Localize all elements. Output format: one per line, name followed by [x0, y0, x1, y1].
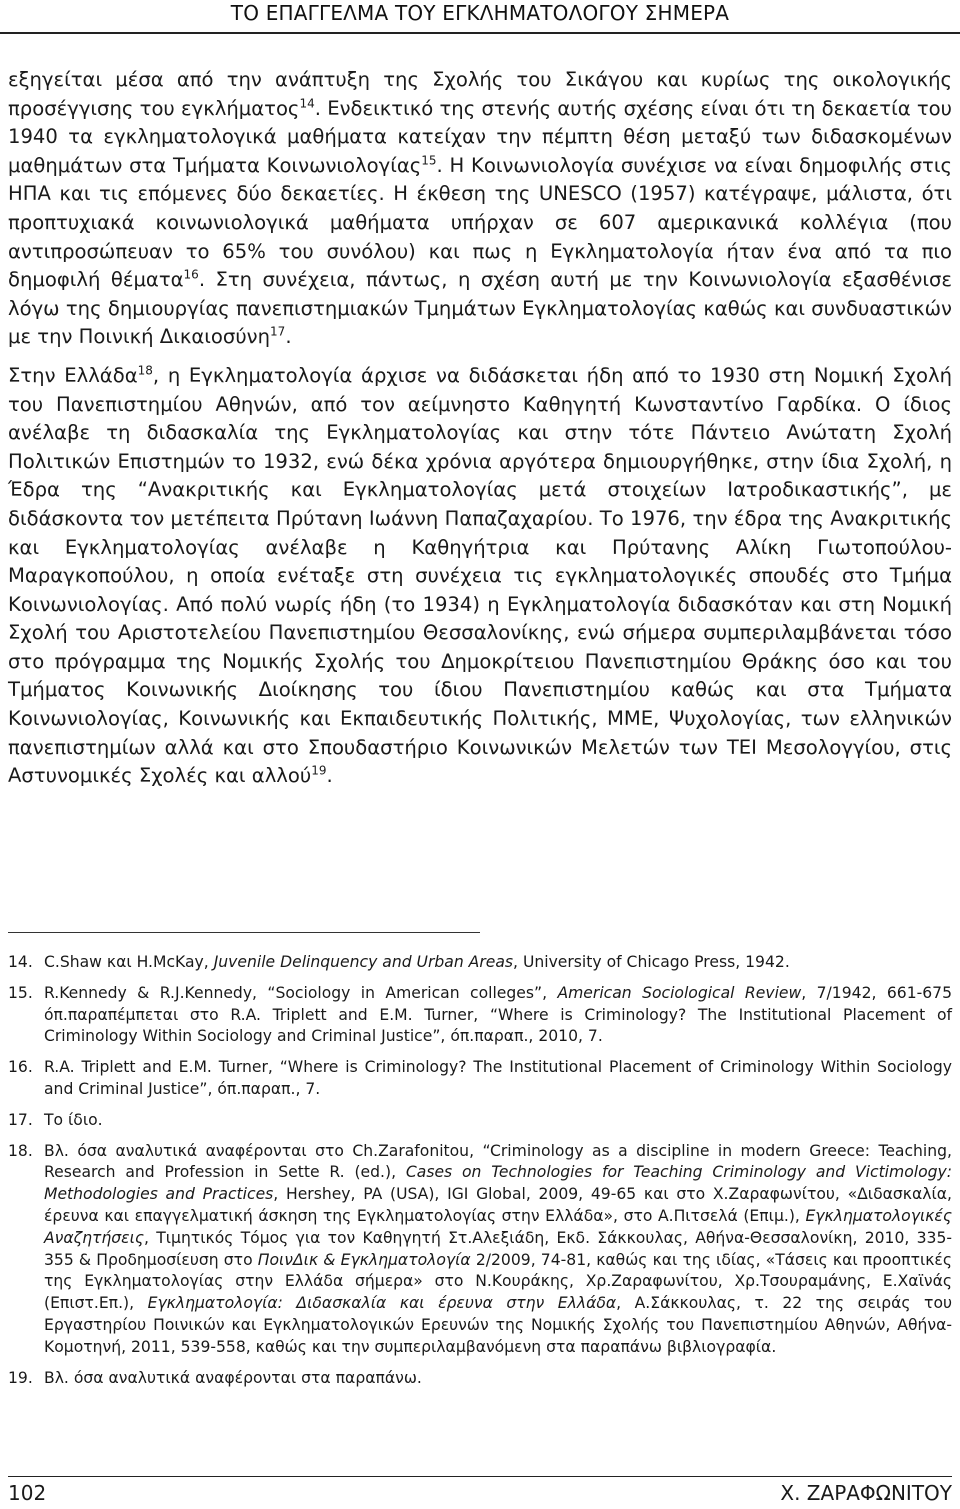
text-run: C.Shaw και H.McKay, — [44, 953, 214, 971]
main-text — [8, 66, 952, 791]
footnote-text — [44, 952, 952, 974]
footnote-ref-17[interactable]: 17 — [270, 324, 286, 339]
footnote-ref-16[interactable]: 16 — [183, 267, 199, 282]
footnote-number: 17. — [8, 1110, 33, 1129]
text-run: , University of Chicago Press, 1942. — [513, 953, 790, 971]
italic-title: ΠοινΔικ & Εγκληματολογία — [257, 1250, 471, 1269]
running-header-title: ΤΟ ΕΠΑΓΓΕΛΜΑ ΤΟΥ ΕΓΚΛΗΜΑΤΟΛΟΓΟΥ ΣΗΜΕΡΑ — [230, 1, 730, 25]
footnote-number: 16. — [8, 1058, 33, 1077]
italic-title: American Sociological Review — [557, 983, 802, 1002]
footnote-number: 19. — [8, 1368, 33, 1387]
footnote-19 — [8, 1368, 952, 1390]
page-number: 102 — [8, 1481, 47, 1505]
text-run: , Α.Σάκκουλας, τ. 22 της σειράς του Εργαστηρίου Ποινικών και Εγκληματολογικών Ερευνών της Νομικής Σχολής του Πανεπιστημίου Αθηνών, Αθήνα-Κομοτηνή, 2011, 539-558, καθώς και την συμπεριλαμβανόμενη στα παραπάνω βιβλιογραφία. — [44, 1294, 953, 1356]
footnote-14 — [8, 952, 952, 974]
text-run: Βλ. όσα αναλυτικά αναφέρονται στο Ch.Zarafonitou, “Criminology as a discipline in modern Greece: Teaching, Research and Profession in Sette R. (ed.), — [44, 1141, 952, 1182]
footnote-16 — [8, 1057, 952, 1101]
text-run: , 7/1942, 661-675 όπ.παραπέμπεται στο R.A. Triplett and E.M. Turner, “Where is Criminology? The Institutional Placement of Criminology Within Sociology and Criminal Justice”, όπ.παραπ., 2010, 7. — [44, 983, 953, 1046]
footnote-number: 14. — [8, 953, 33, 971]
footnote-text — [44, 1141, 952, 1359]
footnotes — [8, 952, 952, 1398]
footnote-15 — [8, 983, 952, 1048]
footnote-ref-18[interactable]: 18 — [137, 363, 153, 378]
text-run: Στην Ελλάδα — [8, 363, 138, 387]
text-run: 2/2009, 74-81, καθώς και της ιδίας, «Τάσεις και προοπτικές της Εγκληματολογίας στην Ελλάδα σήμερα» στο Ν.Κουράκης, Χρ.Ζαραφωνίτου, Χρ.Τσουραμάνης, Ε.Χαϊνάς (Επιστ.Επ.), — [44, 1250, 953, 1313]
italic-title: Cases on Technologies for Teaching Criminology and Victimology: Methodologies and Practices — [44, 1163, 952, 1204]
paragraph-1 — [8, 66, 952, 352]
text-run: , Hershey, PA (USA), IGI Global, 2009, 49-65 και στο Χ.Ζαραφωνίτου, «Διδασκαλία, έρευνα και επαγγελματική άσκηση της Εγκληματολογίας στην Ελλάδα», στο Α.Πιτσελά (Επιμ.), — [44, 1185, 953, 1225]
header-rule — [0, 32, 960, 34]
footnote-ref-15[interactable]: 15 — [421, 153, 437, 168]
footnote-18 — [8, 1141, 952, 1359]
footer-rule — [8, 1476, 952, 1477]
footnote-number: 18. — [8, 1141, 33, 1160]
footnote-text — [44, 983, 952, 1048]
text-run: . — [285, 325, 292, 349]
running-header — [0, 0, 960, 28]
footnote-ref-19[interactable]: 19 — [311, 763, 327, 778]
page-footer — [8, 1476, 952, 1504]
text-run: . — [326, 764, 333, 788]
footnote-text: Το ίδιο. — [44, 1110, 103, 1129]
footnote-17 — [8, 1110, 952, 1132]
text-run: . Η Κοινωνιολογία συνέχισε να είναι δημοφιλής στις ΗΠΑ και τις επόμενες δύο δεκαετίες. Η έκθεση της UNESCO (1957) κατέγραψε, μάλιστα, ότι προπτυχιακά κοινωνιολογικά μαθήματα υπήρχαν σε 607 αμερικανικά κολλέγια (που αντιπροσώπευαν το 65% του συνόλου) και πως η Εγκληματολογία ήταν ένα από τα πιο δημοφιλή θέματα — [8, 153, 952, 292]
italic-title: Εγκληματολογικές Αναζητήσεις — [44, 1206, 952, 1247]
footnote-separator — [8, 932, 480, 933]
text-run: , η Εγκληματολογία άρχισε να διδάσκεται ήδη από το 1930 στη Νομική Σχολή του Πανεπιστημίου Αθηνών, από τον αείμνηστο Καθηγητή Κωνσταντίνο Γαρδίκα. Ο ίδιος ανέλαβε τη διδασκαλία της Εγκληματολογίας και στην τότε Πάντειο Ανώτατη Σχολή Πολιτικών Επιστημών το 1932, ενώ δέκα χρόνια αργότερα δημιουργήθηκε, στην ίδια Σχολή, η Έδρα της “Ανακριτικής και Εγκληματολογίας μετά στοιχείων Ιατροδικαστικής”, με διδάσκοντα τον μετέπειτα Πρύτανη Ιωάννη Παπαζαχαρίου. Το 1976, την έδρα της Ανακριτικής και Εγκληματολογίας ανέλαβε η Καθηγήτρια και Πρύτανης Αλίκη Γιωτοπούλου-Μαραγκοπούλου, η οποία ενέταξε στη συνέχεια τις εγκληματολογικές σπουδές στο Τμήμα Κοινωνιολογίας. Από πολύ νωρίς ήδη (το 1934) η Εγκληματολογία διδασκόταν και στη Νομική Σχολή του Αριστοτελείου Πανεπιστημίου Θεσσαλονίκης, ενώ σήμερα συμπεριλαμβάνεται τόσο στο πρόγραμμα της Νομικής Σχολής του Δημοκρίτειου Πανεπιστημίου Θράκης όσο και του Τμήματος Κοινωνικής Διοίκησης του ίδιου Πανεπιστημίου καθώς και στα Τμήματα Κοινωνιολογίας, Κοινωνικής και Εκπαιδευτικής Πολιτικής, ΜΜΕ, Ψυχολογίας, των ελληνικών πανεπιστημίων αλλά και στο Σπουδαστήριο Κοινωνικών Μελετών των ΤΕΙ Μεσολογγίου, στις Αστυνομικές Σχολές και αλλού — [8, 363, 952, 788]
italic-title: Juvenile Delinquency and Urban Areas — [213, 953, 514, 971]
paragraph-2 — [8, 362, 952, 791]
footnote-number: 15. — [8, 983, 33, 1002]
footnote-text: Βλ. όσα αναλυτικά αναφέρονται στα παραπάνω. — [44, 1368, 422, 1387]
text-run: . Ενδεικτικό της στενής αυτής σχέσης είναι ότι τη δεκαετία του 1940 τα εγκληματολογικά μαθήματα κατείχαν την πέμπτη θέση μεταξύ των διδασκομένων μαθημάτων στα Τμήματα Κοινωνιολογίας — [8, 96, 952, 177]
text-run: . Στη συνέχεια, πάντως, η σχέση αυτή με την Κοινωνιολογία εξασθένισε λόγω της δημιουργίας πανεπιστημιακών Τμημάτων Εγκληματολογίας καθώς και συνδυαστικών με την Ποινική Δικαιοσύνη — [8, 268, 952, 349]
text-run: , Τιμητικός Τόμος για τον Καθηγητή Στ.Αλεξιάδη, Εκδ. Σάκκουλας, Αθήνα-Θεσσαλονίκη, 2010, 335-355 & Προδημοσίευση στο — [44, 1228, 952, 1269]
text-run: R.Kennedy & R.J.Kennedy, “Sociology in American colleges”, — [44, 983, 558, 1002]
footnote-text: R.A. Triplett and E.M. Turner, “Where is Criminology? The Institutional Placement of Criminology Within Sociology and Criminal Justice”, όπ.παραπ., 7. — [44, 1058, 952, 1098]
running-footer-author: Χ. ΖΑΡΑΦΩΝΙΤΟΥ — [780, 1481, 952, 1505]
text-run: εξηγείται μέσα από την ανάπτυξη της Σχολής του Σικάγου και κυρίως της οικολογικής προσέγγισης του εγκλήματος — [8, 68, 952, 120]
footnote-ref-14[interactable]: 14 — [299, 96, 315, 111]
italic-title: Εγκληματολογία: Διδασκαλία και έρευνα στην Ελλάδα — [147, 1294, 617, 1313]
